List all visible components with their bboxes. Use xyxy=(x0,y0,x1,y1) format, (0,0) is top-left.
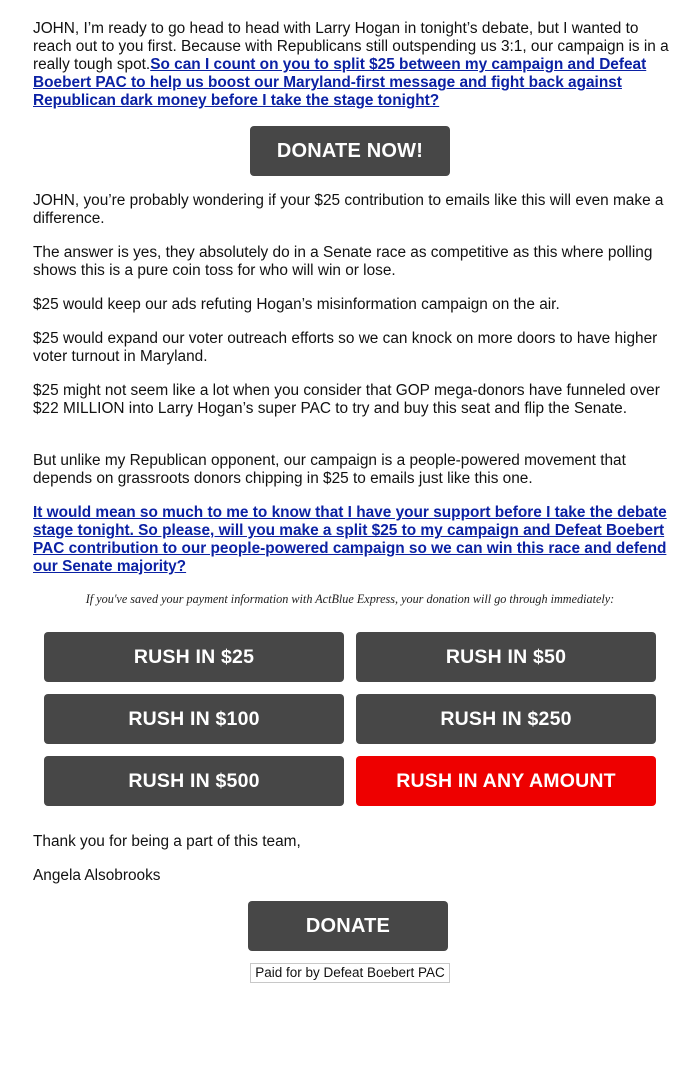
intro-paragraph xyxy=(33,20,673,110)
rush-any-amount-button[interactable]: RUSH IN ANY AMOUNT xyxy=(356,756,656,806)
body-paragraph: $25 would keep our ads refuting Hogan’s misinformation campaign on the air. xyxy=(33,296,560,313)
ask-donate-link[interactable]: It would mean so much to me to know that I have your support before I take the debate stage tonight. So please, will you make a split $25 to my campaign and Defeat Boebert PAC contribution to our people-powered campaign so we can win this race and defend our Senate majority? xyxy=(33,504,667,575)
rush-500-button[interactable]: RUSH IN $500 xyxy=(44,756,344,806)
body-paragraph: JOHN, you’re probably wondering if your $25 contribution to emails like this will even make a difference. xyxy=(33,192,664,227)
rush-50-button[interactable]: RUSH IN $50 xyxy=(356,632,656,682)
donate-button[interactable]: DONATE xyxy=(248,901,448,951)
body-paragraph: The answer is yes, they absolutely do in a Senate race as competitive as this where polling shows this is a pure coin toss for who will win or lose. xyxy=(33,244,653,279)
paid-for-disclaimer: Paid for by Defeat Boebert PAC xyxy=(250,963,450,983)
signature: Angela Alsobrooks xyxy=(33,867,161,884)
intro-donate-link[interactable]: So can I count on you to split $25 between my campaign and Defeat Boebert PAC to help us boost our Maryland-first message and fight back against Republican dark money before I take the stage tonight? xyxy=(33,56,647,109)
body-paragraph: $25 might not seem like a lot when you consider that GOP mega-donors have funneled over $22 MILLION into Larry Hogan’s super PAC to try and buy this seat and flip the Senate. xyxy=(33,382,660,417)
rush-250-button[interactable]: RUSH IN $250 xyxy=(356,694,656,744)
actblue-express-note: If you've saved your payment information with ActBlue Express, your donation will go through immediately: xyxy=(85,592,615,606)
donate-now-button[interactable]: DONATE NOW! xyxy=(250,126,450,176)
intro-text: JOHN, I’m ready to go head to head with Larry Hogan in tonight’s debate, but I wanted to reach out to you first. Because with Republicans still outspending us 3:1, our campaign is in a really tough spot. xyxy=(33,20,669,73)
rush-25-button[interactable]: RUSH IN $25 xyxy=(44,632,344,682)
closing-text: Thank you for being a part of this team, xyxy=(33,833,301,850)
ask-paragraph xyxy=(33,504,673,576)
rush-100-button[interactable]: RUSH IN $100 xyxy=(44,694,344,744)
body-paragraph: But unlike my Republican opponent, our campaign is a people-powered movement that depends on grassroots donors chipping in $25 to emails just like this one. xyxy=(33,452,626,487)
body-paragraph: $25 would expand our voter outreach efforts so we can knock on more doors to have higher voter turnout in Maryland. xyxy=(33,330,658,365)
